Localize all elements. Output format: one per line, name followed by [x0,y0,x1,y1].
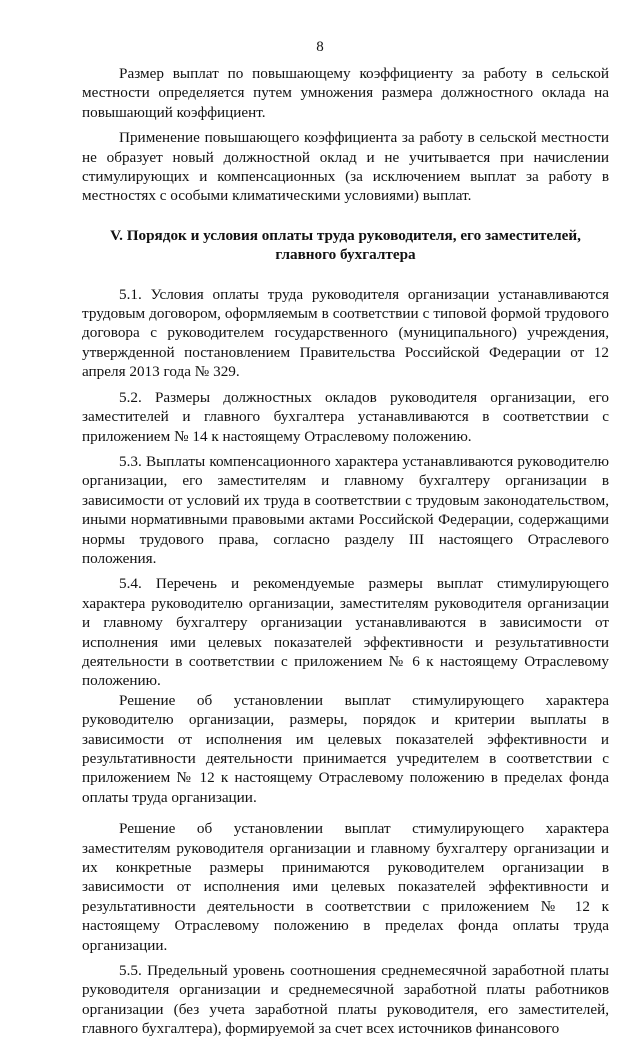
section-heading-line-2: главного бухгалтера [275,246,416,264]
paragraph-5-5: 5.5. Предельный уровень соотношения среднемесячной заработной платы руководителя организации и среднемесячной заработной платы работников организации (без учета заработной платы руководителя, его заместителей, главного бухгалтера), формируемой за счет всех источников финансового [82,962,609,1038]
paragraph-5-2: 5.2. Размеры должностных окладов руководителя организации, его заместителей и главного бухгалтера устанавливаются в соответствии с приложением № 14 к настоящему Отраслевому положению. [82,388,609,445]
paragraph-5-1: 5.1. Условия оплаты труда руководителя организации устанавливаются трудовым договором, оформляемым в соответствии с типовой формой трудового договора с руководителем государственного (муниципального) учреждения, утвержденной постановлением Правительства Российской Федерации от 12 апреля 2013 года № 329. [82,285,609,381]
paragraph-head-incentive-decision: Решение об установлении выплат стимулирующего характера руководителю организации, размеры, порядок и критерии выплаты в зависимости от исполнения им целевых показателей эффективности и результативности деятельности принимается учредителем в соответствии с приложением № 12 к настоящему Отраслевому положению в пределах фонда оплаты труда организации. [82,691,609,806]
section-heading [82,226,609,265]
page-number: 8 [316,39,324,55]
paragraph-5-3: 5.3. Выплаты компенсационного характера устанавливаются руководителю организации, его заместителям и главному бухгалтеру организации в зависимости от условий их труда в соответствии с трудовым законодательством, иными нормативными правовыми актами Российской Федерации, содержащими нормы трудового права, согласно разделу III настоящего Отраслевого положения. [82,452,609,567]
document-body [82,64,609,1039]
paragraph-5-4: 5.4. Перечень и рекомендуемые размеры выплат стимулирующего характера руководителю организации, заместителям руководителя организации и главному бухгалтеру организации устанавливаются в зависимости от исполнения ими целевых показателей эффективности и результативности деятельности в соответствии с приложением № 6 к настоящему Отраслевому положению. [82,575,609,690]
section-heading-line-1: V. Порядок и условия оплаты труда руководителя, его заместителей, [110,226,581,244]
paragraph-rural-coefficient-size: Размер выплат по повышающему коэффициенту за работу в сельской местности определяется путем умножения размера должностного оклада на повышающий коэффициент. [82,65,609,121]
paragraph-rural-coefficient-application: Применение повышающего коэффициента за работу в сельской местности не образует новый должностной оклад и не учитывается при начислении стимулирующих и компенсационных (за исключением выплат за работу в местностях с особыми климатическими условиями) выплат. [82,129,609,205]
paragraph-deputies-incentive-decision: Решение об установлении выплат стимулирующего характера заместителям руководителя организации и главному бухгалтеру организации и их конкретные размеры принимаются руководителем организации в зависимости от исполнения ими целевых показателей эффективности и результативности деятельности в соответствии с приложением № 12 к настоящему Отраслевому положению в пределах фонда оплаты труда организации. [82,820,609,954]
